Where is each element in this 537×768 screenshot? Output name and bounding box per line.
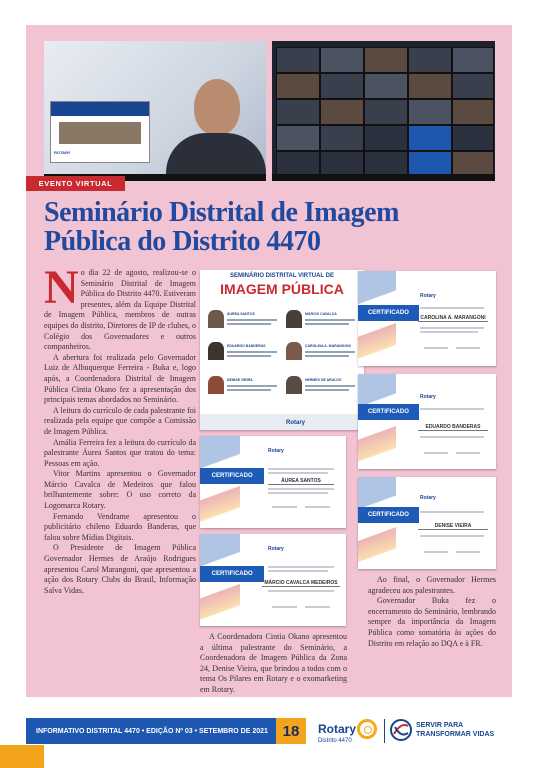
certificate-name: ÁUREA SANTOS <box>268 478 334 485</box>
certificate-label: CERTIFICADO <box>358 507 419 523</box>
paragraph-1: No dia 22 de agosto, realizou-se o Seminário Distrital de Imagem Pública do Distrito 4470. Estiveram presentes, além da Equipe Distrital de Imagem Pública, membros de outras equipes do distrito, Diretores de IP de clubes, o Colégio dos Governadores e outros companheiros. <box>44 261 196 352</box>
rotary-wordmark: Rotary <box>318 722 357 736</box>
speaker-name: CAROLINA A. MARANGONI <box>305 344 351 348</box>
zoom-gallery-screenshot <box>272 41 495 181</box>
zoom-speaker-screenshot <box>44 41 266 181</box>
paragraph-9: Ao final, o Governador Hermes agradeceu aos palestrantes. <box>368 575 496 595</box>
speaker-name: EDUARDO BANDERAS <box>227 344 266 348</box>
speaker-photo <box>208 376 224 394</box>
shared-slide: ROTARY <box>50 101 150 163</box>
certificate-name: DENISE VIEIRA <box>418 523 488 530</box>
paragraph-2: A abertura foi realizada pelo Governador Luiz de Albuquerque Ferreira - Buka e, logo após, a Coordenadora Distrital de Imagem Pública Cintia Okano fez a apresentação dos principais temas abordados no Seminário. <box>44 352 196 405</box>
paragraph-4: Amália Ferreira fez a leitura do currículo da palestrante Áurea Santos que tratou do tema: Pessoas em ação. <box>44 437 196 468</box>
article-title <box>44 198 514 256</box>
certificate-name: MÁRCIO CAVALCA MEDEIROS <box>262 580 340 587</box>
certificate-card <box>358 271 496 366</box>
speaker-name: HERMES DE ARAÚJO <box>305 378 342 382</box>
certificate-label: CERTIFICADO <box>358 404 419 420</box>
speaker-photo <box>208 342 224 360</box>
drop-cap: N <box>44 261 79 314</box>
certificate-name: EDUARDO BANDERAS <box>418 424 488 431</box>
rotary-logo: Rotary <box>286 420 306 426</box>
divider <box>384 719 385 743</box>
certificate-card <box>200 436 346 528</box>
speaker-photo <box>286 310 302 328</box>
theme-text: SERVIR PARA TRANSFORMAR VIDAS <box>416 722 495 738</box>
rotary-logo: Rotary <box>268 448 284 454</box>
paragraph-10: Governador Buka fez o encerramento do Seminário, lembrando sempre da importância da Imagem Pública como somatória às ações do Distrito em relação ao DQA e à FR. <box>368 596 496 648</box>
speaker-name: DENISE VIEIRA <box>227 378 253 382</box>
certificate-card <box>358 477 496 569</box>
body-column-3 <box>368 575 496 649</box>
certificate-label: CERTIFICADO <box>200 566 264 582</box>
paragraph-8: A Coordenadora Cintia Okano apresentou a última palestrante do Seminário, a Coordenadora de Imagem Pública da Zona 24, Denise Vieira, que brindou a todos com o tema Os Pilares em Rotary e o exomarketing em Rotary. <box>200 632 347 694</box>
rotary-logo: Rotary <box>420 293 436 299</box>
district-label: Distrito 4470 <box>318 738 352 744</box>
title-line-1: Seminário Distrital de Imagem <box>44 197 399 228</box>
seminar-poster <box>200 270 364 430</box>
speaker-photo <box>286 376 302 394</box>
paragraph-3: A leitura do currículo de cada palestrante foi realizada pela equipe que compõe a Comissão de Imagem Pública. <box>44 405 196 436</box>
rotary-wheel-icon <box>357 719 377 739</box>
certificate-label: CERTIFICADO <box>200 468 264 484</box>
rotary-logo: Rotary <box>268 546 284 552</box>
rotary-logo: Rotary <box>420 394 436 400</box>
footer-bar: INFORMATIVO DISTRITAL 4470 • EDIÇÃO Nº 03 • SETEMBRO DE 2021 <box>26 718 276 744</box>
certificate-card <box>200 534 346 626</box>
corner-accent <box>0 745 44 768</box>
page-number: 18 <box>276 718 306 744</box>
rotary-logo: Rotary <box>420 495 436 501</box>
poster-heading: SEMINÁRIO DISTRITAL VIRTUAL DE <box>229 273 334 279</box>
paragraph-5: Vitor Martins apresentou o Governador Márcio Cavalca de Medeiros que falou brilhantemente sobre: O uso correto da Logomarca Rotary. <box>44 469 196 511</box>
certificate-label: CERTIFICADO <box>358 305 419 321</box>
certificate-card <box>358 374 496 469</box>
theme-logo-icon <box>390 718 412 742</box>
paragraph-6: Fernando Vendrame apresentou o publicitário chileno Eduardo Banderas, que falou sobre Mídias Digitais. <box>44 511 196 542</box>
title-line-2: Pública do Distrito 4470 <box>44 226 321 257</box>
section-tag: EVENTO VIRTUAL <box>26 176 125 191</box>
speaker-name: ÁUREA SANTOS <box>227 312 255 316</box>
paragraph-7: O Presidente de Imagem Pública Governador Hermes de Araújo Rodrigues apresentou Carol Marangoni, que apresentou a ação dos Rotary Clubs do Brasil, Informação Salva Vidas. <box>44 543 196 595</box>
certificate-name: CAROLINA A. MARANGONI <box>418 315 488 322</box>
speaker-photo <box>286 342 302 360</box>
speaker-name: MÁRCIO CAVALCA <box>305 312 337 316</box>
speaker-photo <box>208 310 224 328</box>
body-column-1 <box>44 261 196 596</box>
body-column-2 <box>200 632 347 696</box>
poster-title: IMAGEM PÚBLICA <box>220 281 344 297</box>
speaker-head <box>194 79 240 135</box>
